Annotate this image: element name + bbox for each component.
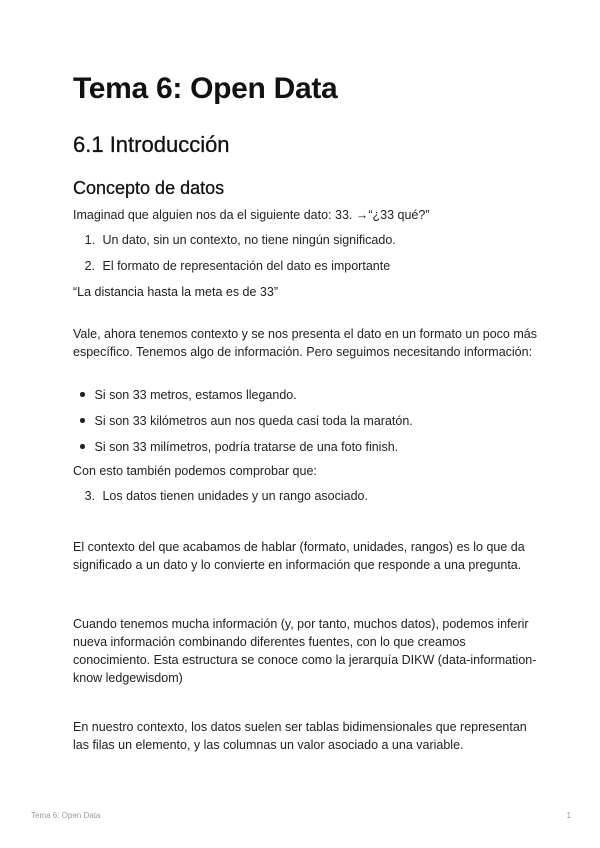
dikw-paragraph: Cuando tenemos mucha información (y, por tanto, muchos datos), podemos inferir nueva información combinando diferentes fuentes, con lo que creamos conocimiento. Esta estructura se conoce como la jerarquía DIKW (data-information-know ledgewisdom) [73, 617, 537, 685]
numbered-list-item [73, 257, 533, 275]
quote-paragraph: “La distancia hasta la meta es de 33” [73, 285, 278, 299]
bullet-list-item [73, 438, 533, 456]
bullet-list-item [73, 412, 533, 430]
page-number: 1 [566, 811, 571, 820]
tables-paragraph: En nuestro contexto, los datos suelen ser tablas bidimensionales que representan las filas un elemento, y las columnas un valor asociado a una variable. [73, 720, 527, 752]
page-title: Tema 6: Open Data [73, 72, 338, 105]
list-marker: 3. [84, 489, 95, 503]
footer-title: Tema 6: Open Data [31, 811, 101, 820]
context-meaning-paragraph: El contexto del que acabamos de hablar (formato, unidades, rangos) es lo que da significado a un dato y lo convierte en información que responde a una pregunta. [73, 540, 525, 572]
numbered-list-item [73, 231, 533, 249]
list-item-text: Si son 33 milímetros, podría tratarse de una foto finish. [94, 440, 399, 454]
list-item-text: El formato de representación del dato es importante [102, 259, 391, 273]
list-item-text: Si son 33 kilómetros aun nos queda casi toda la maratón. [94, 414, 413, 428]
bullet-list-item [73, 386, 533, 404]
list-item-text: Un dato, sin un contexto, no tiene ningún significado. [102, 233, 396, 247]
bullet-icon [80, 392, 85, 397]
section-heading: 6.1 Introducción [73, 132, 230, 157]
list-item-text: Si son 33 metros, estamos llegando. [94, 388, 297, 402]
list-marker: 1. [84, 233, 95, 247]
subsection-heading: Concepto de datos [73, 178, 225, 198]
verify-paragraph: Con esto también podemos comprobar que: [73, 464, 317, 478]
bullet-icon [80, 418, 85, 423]
intro-paragraph: Imaginad que alguien nos da el siguiente dato: 33. →“¿33 qué?” [73, 208, 430, 222]
list-marker: 2. [84, 259, 95, 273]
numbered-list-item [73, 487, 533, 505]
bullet-icon [80, 444, 85, 449]
list-item-text: Los datos tienen unidades y un rango asociado. [102, 489, 368, 503]
context-paragraph: Vale, ahora tenemos contexto y se nos presenta el dato en un formato un poco más específico. Tenemos algo de información. Pero seguimos necesitando información: [73, 327, 537, 359]
